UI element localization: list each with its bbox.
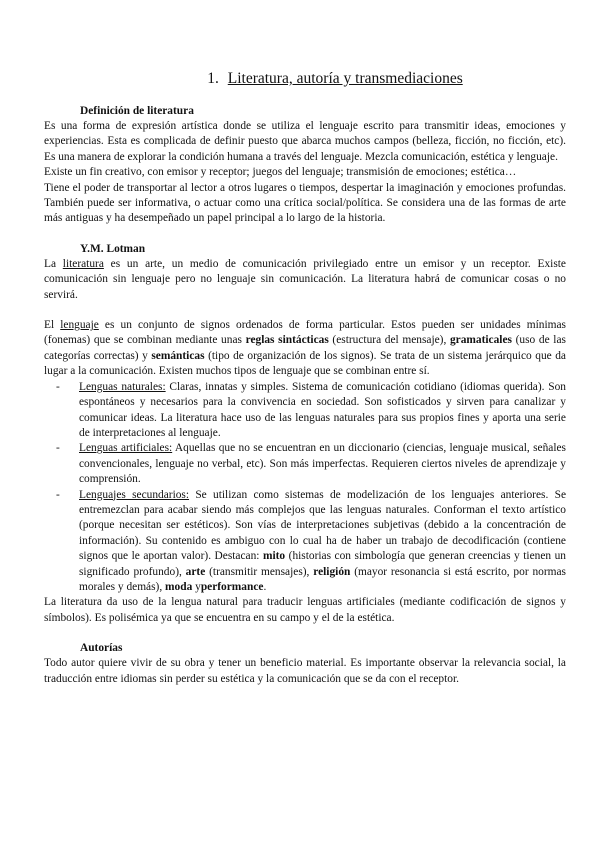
- paragraph-lotman-1: [44, 257, 566, 303]
- term-lenguas-artificiales: Lenguas artificiales:: [79, 442, 173, 455]
- paragraph-definicion-2: Existe un fin creativo, con emisor y receptor; juegos del lenguaje; transmisión de emociones; estética…: [44, 166, 517, 179]
- dash-bullet: -: [56, 488, 60, 501]
- list-item-text: [79, 441, 566, 487]
- list-item-lenguas-naturales: [56, 380, 566, 442]
- dash-bullet: -: [56, 442, 60, 455]
- text-run: (mayor resonancia si está escrito, por normas morales y demás),: [79, 565, 566, 593]
- section-heading-definicion: Definición de literatura: [80, 105, 194, 117]
- bold-arte: arte: [185, 565, 206, 578]
- term-lenguas-naturales: Lenguas naturales:: [79, 380, 166, 393]
- list-item-lenguajes-secundarios: [56, 488, 566, 596]
- text-run: Se utilizan como sistemas de modelización de los lenguajes anteriores. Se entremezclan para acabar siendo más complejos que las lenguas naturales. Conforman el texto artístico (porque necesitan ser estéticos). Son vías de interpretaciones subjetivas (debido a la concentración de información). Su contenido es ambiguo con lo cual ha de haber un trabajo de decodificación (contiene signos que le aportan valor). Destacan:: [79, 488, 566, 563]
- text-run: y: [192, 580, 201, 593]
- paragraph-definicion-3: Tiene el poder de transportar al lector a otros lugares o tiempos, despertar la imaginación y emociones profundas. También puede ser informativa, o actuar como una crítica social/política. Se considera una de las formas de arte más antiguas y ha desempeñado un papel principal a lo largo de la historia.: [44, 181, 566, 225]
- bold-religion: religión: [313, 565, 351, 578]
- term-literatura: literatura: [62, 257, 104, 270]
- text-run: es un arte, un medio de comunicación privilegiado entre un emisor y un receptor. Existe comunicación sin lenguaje pero no lenguaje sin comunicación. La literatura habrá de comunicar cosas o no servirá.: [44, 257, 566, 301]
- text-run: El: [44, 319, 61, 332]
- text-run: (estructura del mensaje),: [328, 334, 450, 347]
- text-run: (historias con simbología que generan creencias y tienen un significado profundo),: [79, 550, 566, 578]
- title-text: Literatura, autoría y transmediaciones: [227, 70, 463, 87]
- paragraph-lenguaje: [44, 318, 566, 380]
- term-lenguaje: lenguaje: [60, 319, 99, 332]
- bold-moda: moda: [165, 580, 193, 593]
- paragraph-autorias-1: Todo autor quiere vivir de su obra y tener un beneficio material. Es importante observar la relevancia social, la traducción entre idiomas sin perder su estética y la comunicación que se da con el receptor.: [44, 657, 566, 685]
- section-heading-autorias: Autorías: [80, 642, 123, 655]
- text-run: Claras, innatas y simples. Sistema de comunicación cotidiano (idiomas querida). Son espontáneos y necesarios para la convivencia en sociedad. Son sofisticados y sirven para canalizar y comunicar ideas. La literatura hace uso de las lenguas naturales para sus propios fines y aporta una serie de interpretaciones al lenguaje.: [79, 380, 566, 439]
- bold-semanticas: semánticas: [151, 349, 205, 362]
- title-number: 1.: [207, 70, 219, 87]
- text-run: es un conjunto de signos ordenados de forma particular. Estos pueden ser unidades mínimas (fonemas) que se combinan mediante unas: [44, 319, 566, 347]
- text-run: (uso de las categorías correctas) y: [44, 334, 566, 362]
- text-run: (tipo de organización de los signos). Se trata de un sistema jerárquico que da lugar a la comunicación. Existen muchos tipos de lenguaje que se combinan entre sí.: [44, 349, 566, 378]
- text-run: La: [44, 257, 63, 270]
- paragraph-lotman-3: La literatura da uso de la lengua natural para traducir lenguas artificiales (mediante codificación de signos y símbolos). Es polisémica ya que se encuentra en su campo y el de la estética.: [44, 596, 566, 624]
- bold-gramaticales: gramaticales: [449, 334, 512, 347]
- list-item-text: [79, 380, 566, 442]
- dash-bullet: -: [56, 380, 60, 393]
- text-run: (transmitir mensajes),: [205, 565, 314, 578]
- bold-reglas-sintacticas: reglas sintácticas: [245, 334, 329, 347]
- page-title: [44, 70, 566, 88]
- text-run: .: [263, 580, 267, 593]
- section-heading-lotman: Y.M. Lotman: [80, 242, 146, 255]
- term-lenguajes-secundarios: Lenguajes secundarios:: [79, 488, 190, 501]
- bold-mito: mito: [262, 550, 286, 563]
- list-item-lenguas-artificiales: [56, 441, 566, 487]
- language-types-list: [44, 380, 566, 596]
- text-run: Aquellas que no se encuentran en un diccionario (ciencias, lenguaje musical, señales convencionales, lenguaje no verbal, etc). Son más imperfectas. Requieren ciertos niveles de aprendizaje y comprensión.: [79, 442, 566, 486]
- list-item-text: [79, 488, 566, 596]
- paragraph-definicion-1: Es una forma de expresión artística donde se utiliza el lenguaje escrito para transmitir ideas, emociones y experiencias. Esta es complicada de definir puesto que abarca muchos campos (belleza, ficción, no ficción, etc). Es una manera de explorar la condición humana a través del lenguaje. Mezcla comunicación, estética y lenguaje.: [44, 120, 566, 163]
- bold-performance: performance: [200, 580, 264, 593]
